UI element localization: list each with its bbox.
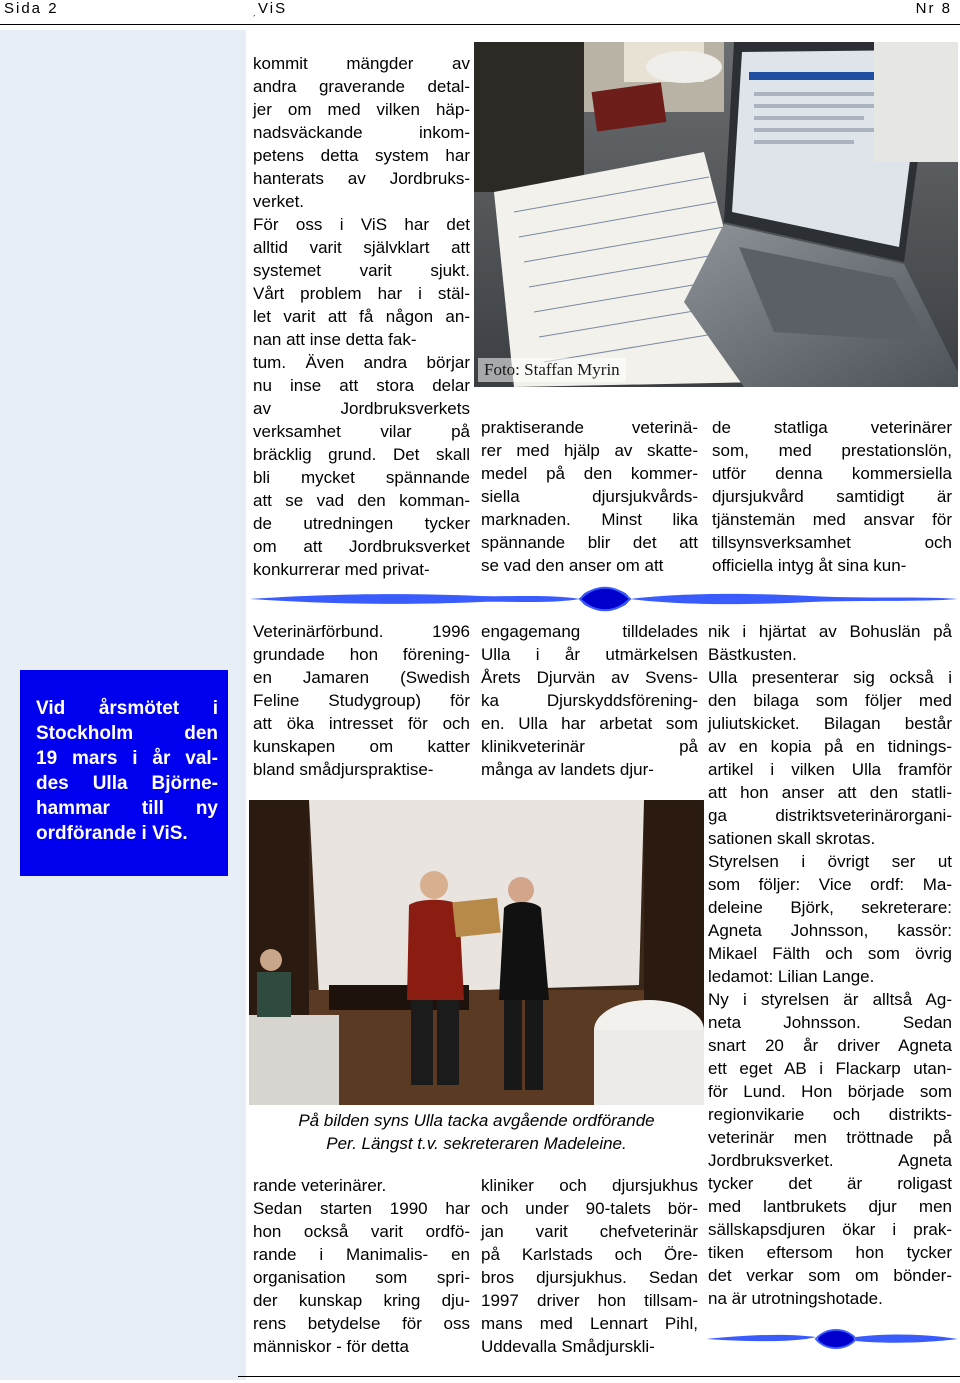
- col3-mid-line: ga distriktsveterinärorgani-: [708, 806, 952, 825]
- col1-top-line: konkurrerar med privat-: [253, 560, 430, 579]
- header-rule: [0, 24, 960, 25]
- col1-top-line: bräcklig grund. Det skall: [253, 445, 470, 464]
- bluebox-line: Stockholm den: [36, 723, 218, 744]
- col3-mid-line: det verkar som om bönder-: [708, 1266, 952, 1285]
- col1-top-line: av Jordbruksverkets: [253, 399, 470, 418]
- col2-bot-line: mans med Lennart Pihl,: [481, 1314, 698, 1333]
- col3-top-line: de statliga veterinärer: [712, 418, 952, 437]
- col3-mid-line: juliutskicket. Bilagan består: [708, 714, 952, 733]
- issue-number: Nr 8: [915, 0, 952, 17]
- col2-top-line: praktiserande veterinä-: [481, 418, 698, 437]
- highlight-box-text: [36, 696, 218, 846]
- col1-top-line: För oss i ViS har det: [253, 215, 470, 234]
- bluebox-line: 19 mars i år val-: [36, 748, 218, 769]
- col2-top-line: marknaden. Minst lika: [481, 510, 698, 529]
- col1-top-line: att se vad den komman-: [253, 491, 470, 510]
- col1-top-line: nadsväckande inkom-: [253, 123, 470, 142]
- col3-mid-line: Jordbruksverket. Agneta: [708, 1151, 952, 1170]
- col3-mid-line: na är utrotningshotade.: [708, 1289, 883, 1308]
- col3-mid-line: ledamot: Lilian Lange.: [708, 967, 875, 986]
- col2-mid-line: en. Ulla har arbetat som: [481, 714, 698, 733]
- col2-top-line: se vad den anser om att: [481, 556, 664, 575]
- col2-mid-line: klinikveterinär på: [481, 737, 698, 756]
- col3-mid-line: Mikael Fälth och som övrig: [708, 944, 952, 963]
- col3-mid-line: den bilaga som följer med: [708, 691, 952, 710]
- col1-top-line: hanterats av Jordbruks-: [253, 169, 470, 188]
- office-computer-photo: [474, 42, 958, 387]
- header-tick: ´: [253, 14, 256, 24]
- col3-mid-line: Ny i styrelsen är alltså Ag-: [708, 990, 952, 1009]
- col3-mid-line: för Lund. Hon började som: [708, 1082, 952, 1101]
- col1-mid-line: Feline Studygroup) för: [253, 691, 470, 710]
- col2-bot-line: och under 90-talets bör-: [481, 1199, 698, 1218]
- col1-top-line: om att Jordbruksverket: [253, 537, 470, 556]
- col2-mid-line: engagemang tilldelades: [481, 622, 698, 641]
- col1-top-line: de utredningen tycker: [253, 514, 470, 533]
- col3-mid-line: av en kopia på en tidnings-: [708, 737, 952, 756]
- col3-top-line: djursjukvård samtidigt är: [712, 487, 952, 506]
- column-1-bottom-text: [253, 1174, 470, 1358]
- col3-mid-line: neta Johnsson. Sedan: [708, 1013, 952, 1032]
- col1-bot-line: rens betydelse för oss: [253, 1314, 470, 1333]
- col2-bot-line: bros djursjukhus. Sedan: [481, 1268, 698, 1287]
- office-computer-image: [474, 42, 958, 387]
- col1-bot-line: Sedan starten 1990 har: [253, 1199, 470, 1218]
- bluebox-line: hammar till ny: [36, 798, 218, 819]
- col1-bot-line: organisation som spri-: [253, 1268, 470, 1287]
- col3-mid-line: Styrelsen i övrigt ser ut: [708, 852, 952, 871]
- col1-top-line: Vårt problem har i stäl-: [253, 284, 470, 303]
- col2-top-line: siella djursjukvårds-: [481, 487, 698, 506]
- col1-mid-line: Veterinärförbund. 1996: [253, 622, 470, 641]
- col1-top-line: nu inse att stora delar: [253, 376, 470, 395]
- column-1-mid-text: [253, 620, 470, 781]
- col1-top-line: verksamhet vilar på: [253, 422, 470, 441]
- col3-top-line: officiella intyg åt sina kun-: [712, 556, 907, 575]
- col1-top-line: kommit mängder av: [253, 54, 470, 73]
- col1-top-line: petens detta system har: [253, 146, 470, 165]
- col3-mid-line: Bästkusten.: [708, 645, 797, 664]
- section-ornament: [250, 582, 958, 616]
- col3-mid-line: sationen skall skrotas.: [708, 829, 876, 848]
- col3-top-line: utför denna kommersiella: [712, 464, 952, 483]
- highlight-box: [20, 670, 228, 876]
- photo-credit: Foto: Staffan Myrin: [478, 358, 626, 382]
- photo-caption-line-1: På bilden syns Ulla tacka avgående ordförande: [298, 1111, 655, 1130]
- award-ceremony-photo: [249, 800, 704, 1105]
- col3-mid-line: tycker det är roligast: [708, 1174, 952, 1193]
- photo-caption: [249, 1109, 704, 1155]
- col2-mid-line: många av landets djur-: [481, 760, 654, 779]
- col3-mid-line: nik i hjärtat av Bohuslän på: [708, 622, 952, 641]
- col1-mid-line: en Jamaren (Swedish: [253, 668, 470, 687]
- col1-bot-line: der kunskap kring dju-: [253, 1291, 470, 1310]
- newsletter-title: ViS: [258, 0, 288, 17]
- col1-top-line: let varit att få någon an-: [253, 307, 470, 326]
- col3-mid-line: artikel i vilken Ulla framför: [708, 760, 952, 779]
- col3-mid-line: Ulla presenterar sig också i: [708, 668, 952, 687]
- col3-mid-line: regionvikarie och distrikts-: [708, 1105, 952, 1124]
- col1-top-line: alltid varit självklart att: [253, 238, 470, 257]
- col1-top-line: tum. Även andra börjar: [253, 353, 470, 372]
- col1-bot-line: rande i Manimalis- en: [253, 1245, 470, 1264]
- col2-mid-line: ka Djurskyddsförening-: [481, 691, 698, 710]
- column-2-top-text: [481, 416, 698, 577]
- photo-caption-line-2: Per. Längst t.v. sekreteraren Madeleine.: [326, 1134, 627, 1153]
- col2-mid-line: Årets Djurvän av Svens-: [481, 668, 698, 687]
- col1-top-line: systemet varit sjukt.: [253, 261, 470, 280]
- col3-mid-line: tiken eftersom hon tycker: [708, 1243, 952, 1262]
- col1-bot-line: hon också varit ordfö-: [253, 1222, 470, 1241]
- column-3-text: [708, 620, 952, 1310]
- col3-mid-line: veterinär men tröttnade på: [708, 1128, 952, 1147]
- col1-bot-line: rande veterinärer.: [253, 1176, 387, 1195]
- col1-mid-line: kunskapen om katter: [253, 737, 470, 756]
- award-ceremony-image: [249, 800, 704, 1105]
- col1-top-line: nan att inse detta fak-: [253, 330, 417, 349]
- bluebox-line: Vid årsmötet i: [36, 698, 218, 719]
- col3-mid-line: med lantbrukets djur men: [708, 1197, 952, 1216]
- col1-top-line: jer om med vilken häp-: [253, 100, 470, 119]
- col2-bot-line: kliniker och djursjukhus: [481, 1176, 698, 1195]
- col1-mid-line: grundade hon förening-: [253, 645, 470, 664]
- col3-mid-line: Agneta Johnsson, kassör:: [708, 921, 952, 940]
- col2-bot-line: på Karlstads och Öre-: [481, 1245, 698, 1264]
- col1-top-line: andra graverande detal-: [253, 77, 470, 96]
- footer-rule: [238, 1376, 960, 1377]
- column-2-bottom-text: [481, 1174, 698, 1358]
- col1-top-line: verket.: [253, 192, 305, 211]
- col2-bot-line: jan varit chefveterinär: [481, 1222, 698, 1241]
- col3-mid-line: som följer: Vice ordf: Ma-: [708, 875, 952, 894]
- col2-top-line: spännande blir det att: [481, 533, 698, 552]
- col3-mid-line: deleine Björk, sekreterare:: [708, 898, 952, 917]
- col3-top-line: som, med prestationslön,: [712, 441, 952, 460]
- column-3-top-text: [712, 416, 952, 577]
- col2-bot-line: Uddevalla Smådjurskli-: [481, 1337, 655, 1356]
- page-number: Sida 2: [4, 0, 59, 17]
- col3-top-line: tjänstemän med ansvar för: [712, 510, 952, 529]
- col2-top-line: rer med hjälp av skatte-: [481, 441, 698, 460]
- column-1-top-text: [253, 52, 470, 581]
- bluebox-line: des Ulla Björne-: [36, 773, 218, 794]
- col3-mid-line: att hon anser att den statli-: [708, 783, 952, 802]
- col2-top-line: medel på den kommer-: [481, 464, 698, 483]
- col2-mid-line: Ulla i år utmärkelsen: [481, 645, 698, 664]
- col1-bot-line: människor - för detta: [253, 1337, 409, 1356]
- bottom-ornament: [706, 1322, 958, 1356]
- col3-mid-line: ett eget AB i Flackarp utan-: [708, 1059, 952, 1078]
- col3-top-line: tillsynsverksamhet och: [712, 533, 952, 552]
- col1-mid-line: att öka intresset för och: [253, 714, 470, 733]
- col2-bot-line: 1997 driver hon tillsam-: [481, 1291, 698, 1310]
- bluebox-line: ordförande i ViS.: [36, 823, 188, 844]
- col3-mid-line: sällskapsdjuren ökar i prak-: [708, 1220, 952, 1239]
- col3-mid-line: snart 20 år driver Agneta: [708, 1036, 952, 1055]
- column-2-mid-text: [481, 620, 698, 781]
- col1-mid-line: bland smådjurspraktise-: [253, 760, 434, 779]
- col1-top-line: bli mycket spännande: [253, 468, 470, 487]
